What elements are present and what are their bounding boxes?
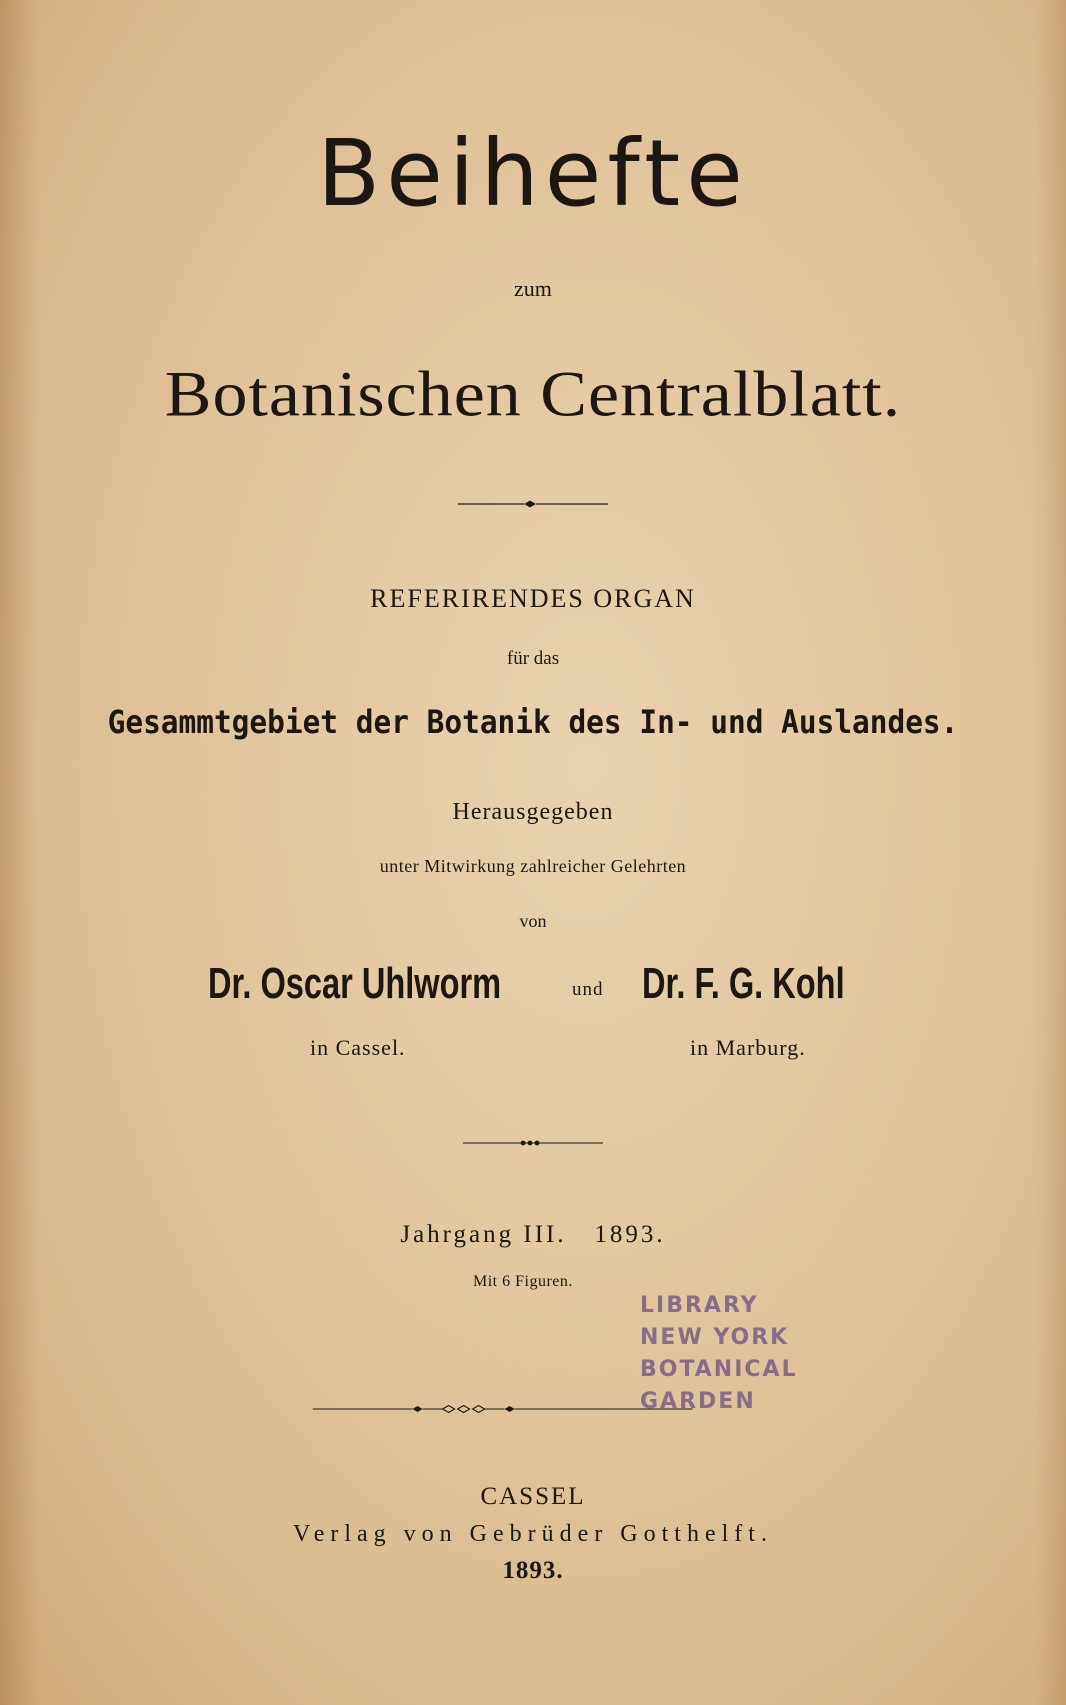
von-text: von [519,911,547,931]
journal-subtitle: Botanischen Centralblatt. [164,358,902,431]
stamp-line: LIBRARY [640,1293,759,1318]
fuer-das-text: für das [506,648,560,669]
editor-2-name: Dr. F. G. Kohl [642,959,845,1008]
journal-title: Beihefte [317,120,749,227]
imprint-publisher: Verlag von Gebrüder Gotthelft. [293,1521,773,1547]
volume-year: 1893. [594,1221,666,1248]
volume-line [0,1222,1066,1247]
editors-conjunction: und [572,979,604,1000]
imprint-city: CASSEL [480,1483,586,1510]
editor-2-city: in Marburg. [690,1035,806,1060]
organ-heading: REFERIRENDES ORGAN [370,584,696,613]
stamp-line: NEW YORK [640,1325,790,1350]
published-by-text: Herausgegeben [452,799,614,825]
figures-note: Mit 6 Figuren. [473,1273,573,1290]
stamp-line: BOTANICAL [640,1357,798,1382]
imprint-year: 1893. [502,1557,564,1584]
editor-1-city: in Cassel. [310,1035,406,1060]
editor-1-name: Dr. Oscar Uhlworm [208,959,502,1008]
stamp-line: GARDEN [640,1389,756,1414]
ornament-rule-middle [463,1138,603,1148]
ornament-rule-bottom [313,1403,693,1415]
ornament-rule-top [458,498,608,510]
title-connector: zum [514,276,552,301]
volume-label: Jahrgang III. [400,1221,567,1248]
library-stamp [640,1290,798,1418]
scope-line: Gesammtgebiet der Botanik des In- und Auslandes. [107,703,959,741]
collaboration-text: unter Mitwirkung zahlreicher Gelehrten [379,856,687,876]
